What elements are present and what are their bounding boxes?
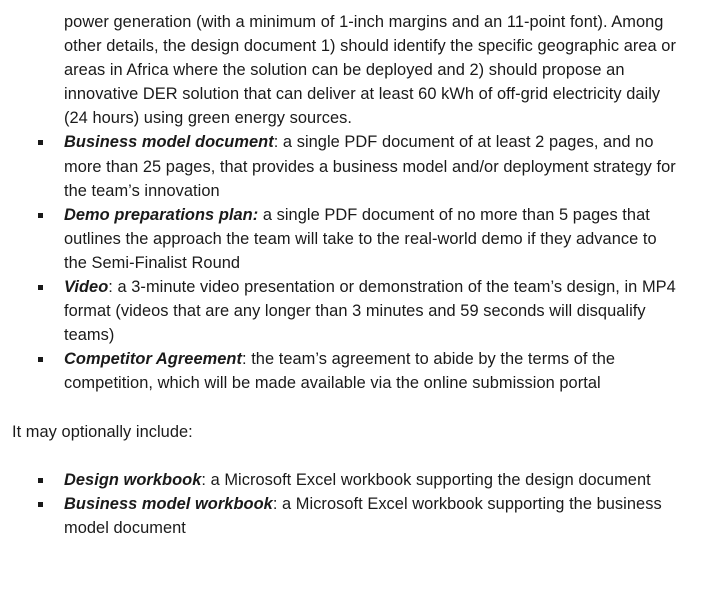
item-term: Demo preparations plan: — [64, 205, 259, 224]
item-term: Business model workbook — [64, 494, 273, 513]
list-item-video — [0, 275, 679, 347]
required-items-list — [0, 130, 707, 395]
document-body — [0, 10, 707, 540]
optional-items-list — [0, 468, 707, 540]
item-separator: : — [273, 133, 279, 152]
item-separator: : — [108, 278, 113, 297]
list-item-business-model-workbook — [0, 492, 679, 540]
item-term: Video — [64, 278, 109, 297]
item-description: a Microsoft Excel workbook supporting the business model document — [64, 494, 662, 537]
list-item-demo-preparations-plan — [0, 203, 679, 275]
continuation-paragraph: power generation (with a minimum of 1-inch margins and an 11-point font). Among other details, the design document 1) should identify the specific geographic area or areas in Africa where the solution can be deployed and 2) should propose an innovative DER solution that can deliver at least 60 kWh of off-grid electricity daily (24 hours) using green energy sources. — [64, 13, 676, 128]
item-separator: : — [241, 350, 247, 369]
item-description: a single PDF document of at least 2 pages, and no more than 25 pages, that provides a business model and/or deployment strategy for the team’s innovation — [64, 133, 676, 200]
item-term: Design workbook — [64, 470, 202, 489]
list-item-business-model-document — [0, 130, 679, 202]
item-term: Business model document — [64, 133, 274, 152]
list-item-competitor-agreement — [0, 347, 679, 395]
item-separator: : — [272, 494, 278, 513]
item-separator: : — [201, 470, 206, 489]
item-description: a 3-minute video presentation or demonstration of the team’s design, in MP4 format (videos that are any longer than 3 minutes and 59 seconds will disqualify teams) — [64, 278, 676, 345]
item-description: a single PDF document of no more than 5 pages that outlines the approach the team will take to the real-world demo if they advance to the Semi-Finalist Round — [64, 205, 657, 272]
optional-intro: It may optionally include: — [12, 422, 193, 441]
item-description: a Microsoft Excel workbook supporting the design document — [205, 470, 651, 489]
list-item-design-workbook — [0, 468, 679, 492]
item-term: Competitor Agreement — [64, 350, 242, 369]
item-description: the team’s agreement to abide by the terms of the competition, which will be made available via the online submission portal — [64, 350, 616, 393]
